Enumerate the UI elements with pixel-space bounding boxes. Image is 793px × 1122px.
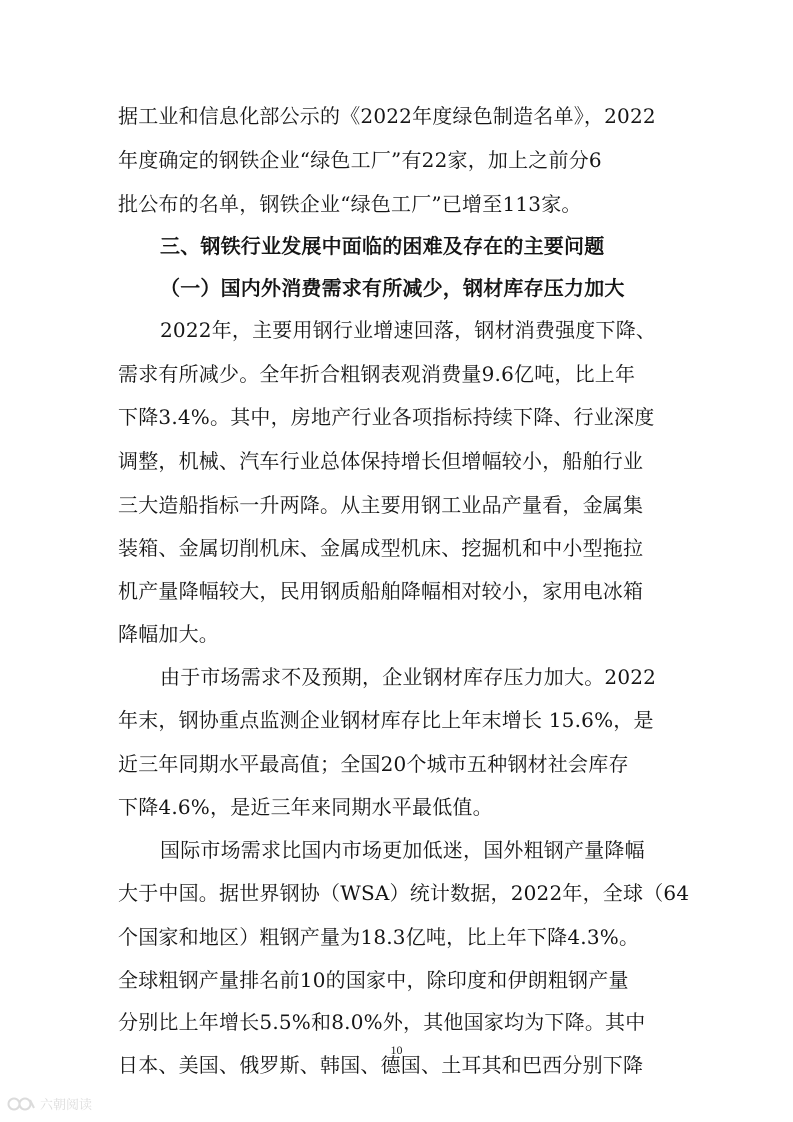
- paragraph-line: 大于中国。据世界钢协（WSA）统计数据，2022年，全球（64: [118, 881, 690, 905]
- paragraph-line: 由于市场需求不及预期，企业钢材库存压力加大。2022: [160, 665, 657, 689]
- paragraph-line: 个国家和地区）粗钢产量为18.3亿吨，比上年下降4.3%。: [118, 925, 640, 949]
- watermark: [6, 1094, 92, 1113]
- watermark-logo-icon: [6, 1096, 36, 1112]
- paragraph-line: 分别比上年增长5.5%和8.0%外，其他国家均为下降。其中: [118, 1010, 646, 1034]
- paragraph-line: 降幅加大。: [118, 622, 219, 646]
- watermark-text: 六朝阅读: [40, 1098, 93, 1113]
- paragraph-line: 批公布的名单，钢铁企业“绿色工厂”已增至113家。: [118, 192, 582, 216]
- paragraph-line: 近三年同期水平最高值；全国20个城市五种钢材社会库存: [118, 752, 629, 776]
- paragraph-line: 三大造船指标一升两降。从主要用钢工业品产量看，金属集: [118, 493, 644, 517]
- paragraph-line: 据工业和信息化部公示的《2022年度绿色制造名单》，2022: [118, 104, 656, 128]
- paragraph-line: 下降3.4%。其中，房地产行业各项指标持续下降、行业深度: [118, 405, 655, 429]
- subsection-heading: （一）国内外消费需求有所减少，钢材库存压力加大: [160, 276, 625, 300]
- page-number: 10: [390, 1043, 403, 1057]
- paragraph-line: 日本、美国、俄罗斯、韩国、德国、土耳其和巴西分别下降: [118, 1053, 644, 1077]
- section-heading: 三、钢铁行业发展中面临的困难及存在的主要问题: [160, 234, 605, 258]
- paragraph-line: 下降4.6%，是近三年来同期水平最低值。: [118, 795, 493, 819]
- paragraph-line: 装箱、金属切削机床、金属成型机床、挖掘机和中小型拖拉: [118, 536, 644, 560]
- paragraph-line: 需求有所减少。全年折合粗钢表观消费量9.6亿吨，比上年: [118, 362, 636, 386]
- paragraph-line: 全球粗钢产量排名前10的国家中，除印度和伊朗粗钢产量: [118, 968, 629, 992]
- paragraph-line: 年度确定的钢铁企业“绿色工厂”有22家，加上之前分6: [118, 148, 602, 172]
- paragraph-line: 国际市场需求比国内市场更加低迷，国外粗钢产量降幅: [160, 838, 645, 862]
- paragraph-line: 机产量降幅较大，民用钢质船舶降幅相对较小，家用电冰箱: [118, 579, 644, 603]
- paragraph-line: 2022年，主要用钢行业增速回落，钢材消费强度下降、: [160, 318, 657, 342]
- paragraph-line: 年末，钢协重点监测企业钢材库存比上年末增长 15.6%，是: [118, 708, 654, 732]
- paragraph-line: 调整，机械、汽车行业总体保持增长但增幅较小，船舶行业: [118, 449, 644, 473]
